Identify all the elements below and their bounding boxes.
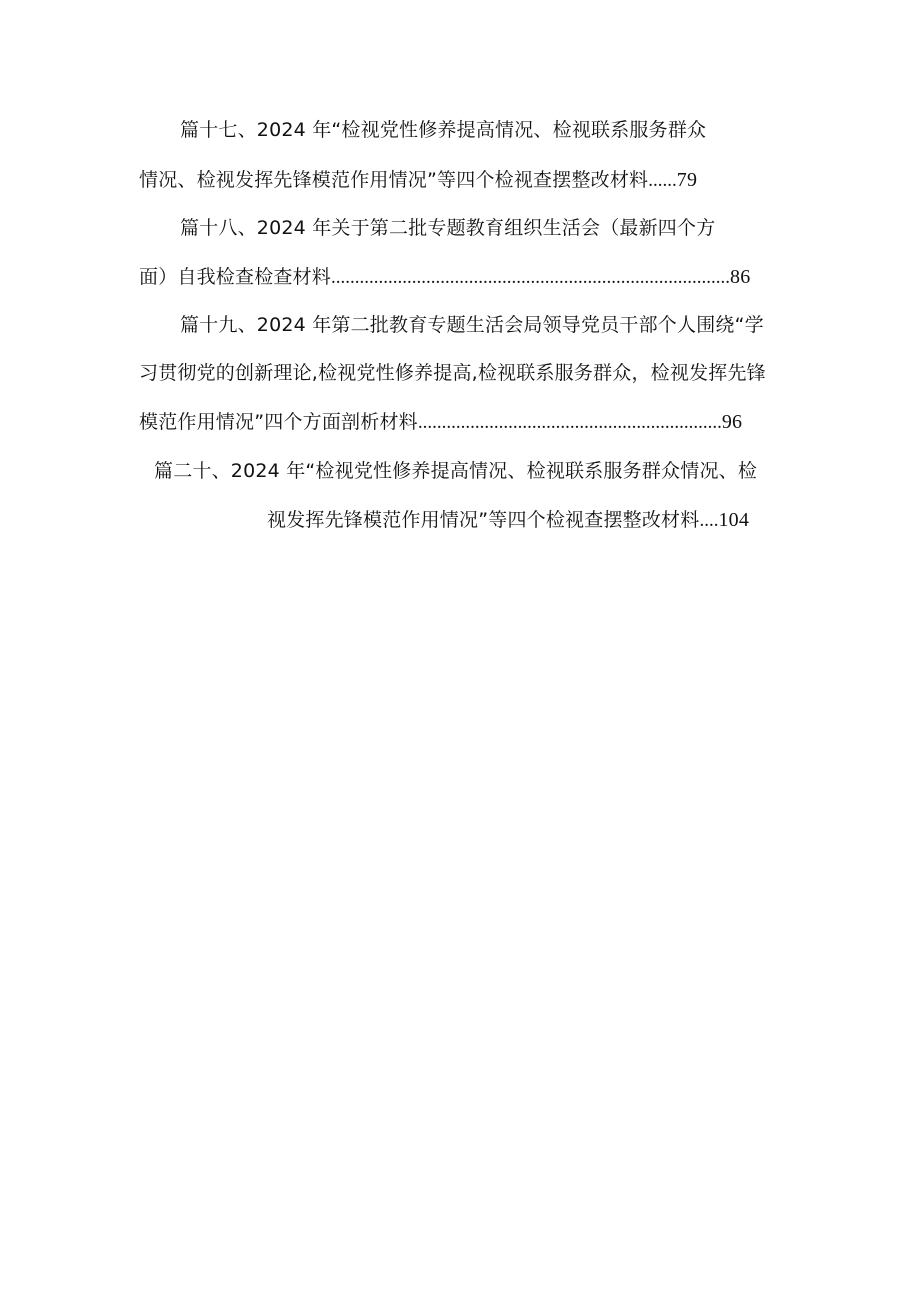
toc-entry-19-title-part-3: 模范作用情况”四个方面剖析材料 [139,411,418,433]
toc-entry-18-title-part-2: 面）自我检查检查材料 [139,266,332,288]
toc-entry-17-title-part-2: 情况、检视发挥先锋模范作用情况”等四个检视查摆整改材料 [139,169,649,191]
toc-entry-19-line-1 [180,312,783,338]
toc-entry-20-line-2 [267,507,783,533]
toc-entry-17-leader: ...... [648,170,677,191]
toc-entry-18-line-1 [180,215,755,241]
toc-entry-19-title-part-1: 篇十九、2024 年第二批教育专题生活会局领导党员干部个人围绕“学 [180,314,764,336]
toc-entry-19-leader: ................................................................ [417,412,722,433]
toc-entry-20-leader: .... [699,510,719,531]
toc-entry-18-page: 86 [730,266,751,288]
toc-entry-20-title-part-2: 视发挥先锋模范作用情况”等四个检视查摆整改材料 [267,509,700,531]
toc-entry-19-page: 96 [721,411,743,433]
toc-entry-20-line-1 [154,458,783,484]
toc-entry-20-page: 104 [718,509,750,531]
toc-entry-17-line-2 [139,167,768,193]
toc-entry-17-page: 79 [676,169,698,191]
toc-entry-20-title-part-1: 篇二十、2024 年“检视党性修养提高情况、检视联系服务群众情况、检 [154,460,758,482]
toc-entry-18-leader: .................................................................................... [331,267,731,288]
toc-entry-19-line-2 [139,360,783,386]
toc-entry-17-title-part-1: 篇十七、2024 年“检视党性修养提高情况、检视联系服务群众 [180,119,707,141]
toc-entry-18-line-2 [139,264,771,290]
toc-entry-17-line-1 [180,117,720,143]
toc-entry-18-title-part-1: 篇十八、2024 年关于第二批专题教育组织生活会（最新四个方 [180,217,716,239]
toc-entry-19-line-3 [139,409,783,435]
toc-entry-19-title-part-2: 习贯彻党的创新理论,检视党性修养提高,检视联系服务群众，检视发挥先锋 [139,362,766,384]
